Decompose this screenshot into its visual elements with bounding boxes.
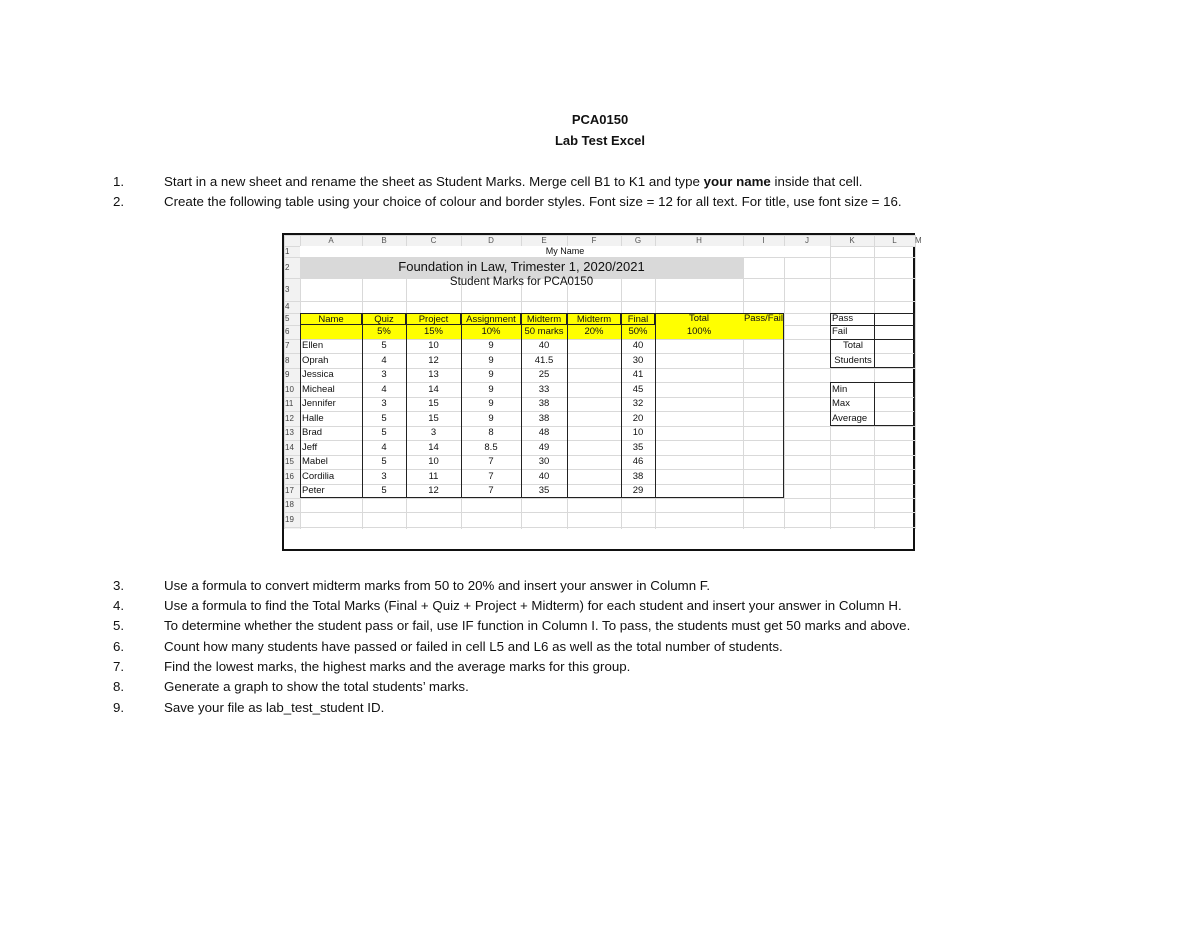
column-header-C: C (430, 236, 437, 245)
weight-cell-4: 10% (461, 325, 521, 339)
instruction-number: 1. (113, 174, 125, 189)
column-header-M: M (915, 236, 922, 245)
student-name: Brad (302, 427, 323, 438)
weight-cell-6: 20% (567, 325, 621, 339)
table-divider (406, 313, 407, 498)
student-name: Cordilia (302, 471, 335, 482)
instruction-number: 3. (113, 578, 125, 593)
doc-title: PCA0150 (571, 112, 629, 127)
student-project: 3 (430, 427, 437, 438)
student-quiz: 5 (381, 456, 387, 467)
student-final: 32 (632, 398, 644, 409)
row-header-3: 3 (285, 285, 290, 294)
instruction-number: 2. (113, 194, 125, 209)
student-name: Micheal (302, 384, 335, 395)
table-divider (362, 313, 363, 498)
header-cell-3: Project (406, 313, 461, 325)
column-header-E: E (541, 236, 547, 245)
header-cell-2: Quiz (362, 313, 406, 325)
row-header-15: 15 (285, 457, 294, 466)
row-header-10: 10 (285, 385, 294, 394)
header-cell-5: Midterm (521, 313, 567, 325)
student-assignment: 8 (488, 427, 494, 438)
row-header-13: 13 (285, 428, 294, 437)
student-name: Oprah (302, 355, 329, 366)
student-midterm: 48 (538, 427, 550, 438)
row-header-8: 8 (285, 356, 290, 365)
student-assignment: 7 (488, 456, 494, 467)
grid-line (284, 301, 915, 302)
student-final: 20 (632, 413, 644, 424)
student-project: 12 (428, 355, 439, 366)
summary-box-1 (830, 313, 915, 368)
student-midterm: 38 (538, 398, 550, 409)
student-midterm: 38 (538, 413, 550, 424)
row-header-2: 2 (285, 263, 290, 272)
student-name: Jessica (302, 369, 334, 380)
instruction-number: 5. (113, 618, 125, 633)
weight-cell-7: 50% (621, 325, 655, 339)
student-project: 12 (428, 485, 439, 496)
table-divider (461, 313, 462, 498)
column-header-L: L (892, 236, 897, 245)
column-header-I: I (762, 236, 765, 245)
summary-max-label: Max (832, 398, 850, 409)
student-midterm: 40 (538, 340, 550, 351)
instruction-text: Find the lowest marks, the highest marks and the average marks for this group. (164, 659, 631, 674)
row-header-17: 17 (285, 486, 294, 495)
student-quiz: 5 (381, 485, 387, 496)
student-final: 29 (632, 485, 644, 496)
table-divider (621, 313, 622, 498)
sheet-title-line2: Student Marks for PCA0150 (449, 276, 594, 288)
student-midterm: 30 (538, 456, 550, 467)
instruction-text: Generate a graph to show the total students’ marks. (164, 679, 469, 694)
instruction-number: 6. (113, 639, 125, 654)
column-header-J: J (805, 236, 809, 245)
student-project: 11 (428, 471, 439, 482)
sheet-title-cell (300, 257, 743, 288)
instruction-number: 8. (113, 679, 125, 694)
student-quiz: 3 (381, 471, 387, 482)
student-assignment: 9 (488, 355, 494, 366)
summary-total-label: Total (842, 340, 864, 351)
student-project: 10 (428, 456, 439, 467)
instruction-text: Use a formula to find the Total Marks (Final + Quiz + Project + Midterm) for each student and insert your answer in Column H. (164, 598, 902, 613)
summary-box-2 (830, 382, 915, 426)
row-header-6: 6 (285, 327, 290, 336)
doc-subtitle: Lab Test Excel (554, 133, 646, 148)
student-assignment: 9 (488, 384, 494, 395)
summary-average-label: Average (832, 413, 868, 424)
weight-cell-5: 50 marks (521, 325, 567, 339)
column-header-B: B (381, 236, 387, 245)
student-quiz: 3 (381, 398, 387, 409)
student-quiz: 4 (381, 384, 387, 395)
instruction-text: Start in a new sheet and rename the sheet as Student Marks. Merge cell B1 to K1 and type your name inside that cell. (164, 174, 863, 189)
summary-pass-label: Pass (832, 313, 854, 324)
student-final: 30 (632, 355, 644, 366)
instruction-text: Save your file as lab_test_student ID. (164, 700, 385, 715)
student-final: 46 (632, 456, 644, 467)
header-cell-9: Pass/Fail (743, 313, 784, 324)
student-final: 35 (632, 442, 644, 453)
table-divider (521, 313, 522, 498)
instruction-text: Create the following table using your choice of colour and border styles. Font size = 12 for all text. For title, use font size = 16. (164, 194, 902, 209)
student-project: 15 (428, 398, 439, 409)
student-project: 14 (428, 384, 439, 395)
my-name-cell: My Name (300, 246, 830, 257)
column-header-D: D (488, 236, 494, 245)
sheet-title-line1: Foundation in Law, Trimester 1, 2020/2021 (398, 259, 645, 274)
grid-line (284, 498, 915, 499)
student-midterm: 35 (538, 485, 550, 496)
student-final: 38 (632, 471, 644, 482)
row-header-11: 11 (285, 399, 294, 408)
student-midterm: 33 (538, 384, 550, 395)
table-divider (655, 313, 656, 498)
summary-divider-1 (874, 313, 875, 368)
weight-cell-8: 100% (655, 325, 743, 339)
spreadsheet-image (282, 233, 922, 551)
weight-cell-2: 5% (362, 325, 406, 339)
table-divider (567, 313, 568, 498)
summary-students-label: Students (834, 355, 872, 366)
header-cell-1: Name (300, 313, 362, 325)
row-header-12: 12 (285, 414, 294, 423)
summary-row-line (830, 325, 915, 326)
student-final: 40 (632, 340, 644, 351)
summary-divider-2 (874, 382, 875, 426)
row-header-1: 1 (285, 247, 290, 256)
student-project: 10 (428, 340, 439, 351)
instruction-number: 4. (113, 598, 125, 613)
student-name: Peter (302, 485, 325, 496)
student-assignment: 9 (488, 340, 494, 351)
weight-cell-3: 15% (406, 325, 461, 339)
student-quiz: 5 (381, 340, 387, 351)
summary-fail-label: Fail (832, 326, 848, 337)
row-header-4: 4 (285, 302, 290, 311)
header-cell-8: Total (655, 313, 743, 325)
student-name: Jeff (302, 442, 318, 453)
header-cell-7: Final (621, 313, 655, 325)
student-project: 15 (428, 413, 439, 424)
student-name: Mabel (302, 456, 328, 467)
student-name: Jennifer (302, 398, 336, 409)
student-midterm: 40 (538, 471, 550, 482)
student-project: 13 (428, 369, 439, 380)
column-header-A: A (328, 236, 334, 245)
row-header-16: 16 (285, 472, 294, 481)
row-header-5: 5 (285, 314, 290, 323)
column-header-H: H (696, 236, 702, 245)
student-project: 14 (428, 442, 439, 453)
student-quiz: 5 (381, 427, 387, 438)
row-header-18: 18 (285, 500, 294, 509)
grid-line (915, 235, 916, 529)
instruction-text: To determine whether the student pass or fail, use IF function in Column I. To pass, the students must get 50 marks and above. (164, 618, 911, 633)
instruction-number: 9. (113, 700, 125, 715)
student-assignment: 9 (488, 398, 494, 409)
summary-min-label: Min (832, 384, 848, 395)
student-name: Ellen (302, 340, 324, 351)
student-name: Halle (302, 413, 324, 424)
column-header-F: F (591, 236, 597, 245)
grid-line (284, 512, 915, 513)
row-header-9: 9 (285, 370, 290, 379)
student-assignment: 9 (488, 369, 494, 380)
data-table-border (300, 313, 784, 498)
student-midterm: 49 (538, 442, 550, 453)
student-midterm: 41.5 (534, 355, 554, 366)
student-quiz: 4 (381, 355, 387, 366)
student-quiz: 4 (381, 442, 387, 453)
student-final: 10 (632, 427, 644, 438)
student-final: 45 (632, 384, 644, 395)
instruction-text: Use a formula to convert midterm marks from 50 to 20% and insert your answer in Column F. (164, 578, 711, 593)
row-header-14: 14 (285, 443, 294, 452)
student-assignment: 9 (488, 413, 494, 424)
student-assignment: 7 (488, 485, 494, 496)
grid-line (284, 527, 915, 528)
header-cell-6: Midterm (567, 313, 621, 325)
row-header-7: 7 (285, 341, 290, 350)
instruction-number: 7. (113, 659, 125, 674)
student-assignment: 8.5 (484, 442, 498, 453)
student-quiz: 5 (381, 413, 387, 424)
student-assignment: 7 (488, 471, 494, 482)
column-header-K: K (849, 236, 855, 245)
student-final: 41 (632, 369, 644, 380)
student-midterm: 25 (538, 369, 550, 380)
summary-row-line (830, 339, 915, 340)
student-quiz: 3 (381, 369, 387, 380)
instruction-text: Count how many students have passed or failed in cell L5 and L6 as well as the total number of students. (164, 639, 783, 654)
row-header-19: 19 (285, 515, 294, 524)
column-header-G: G (634, 236, 642, 245)
header-cell-4: Assignment (461, 313, 521, 325)
